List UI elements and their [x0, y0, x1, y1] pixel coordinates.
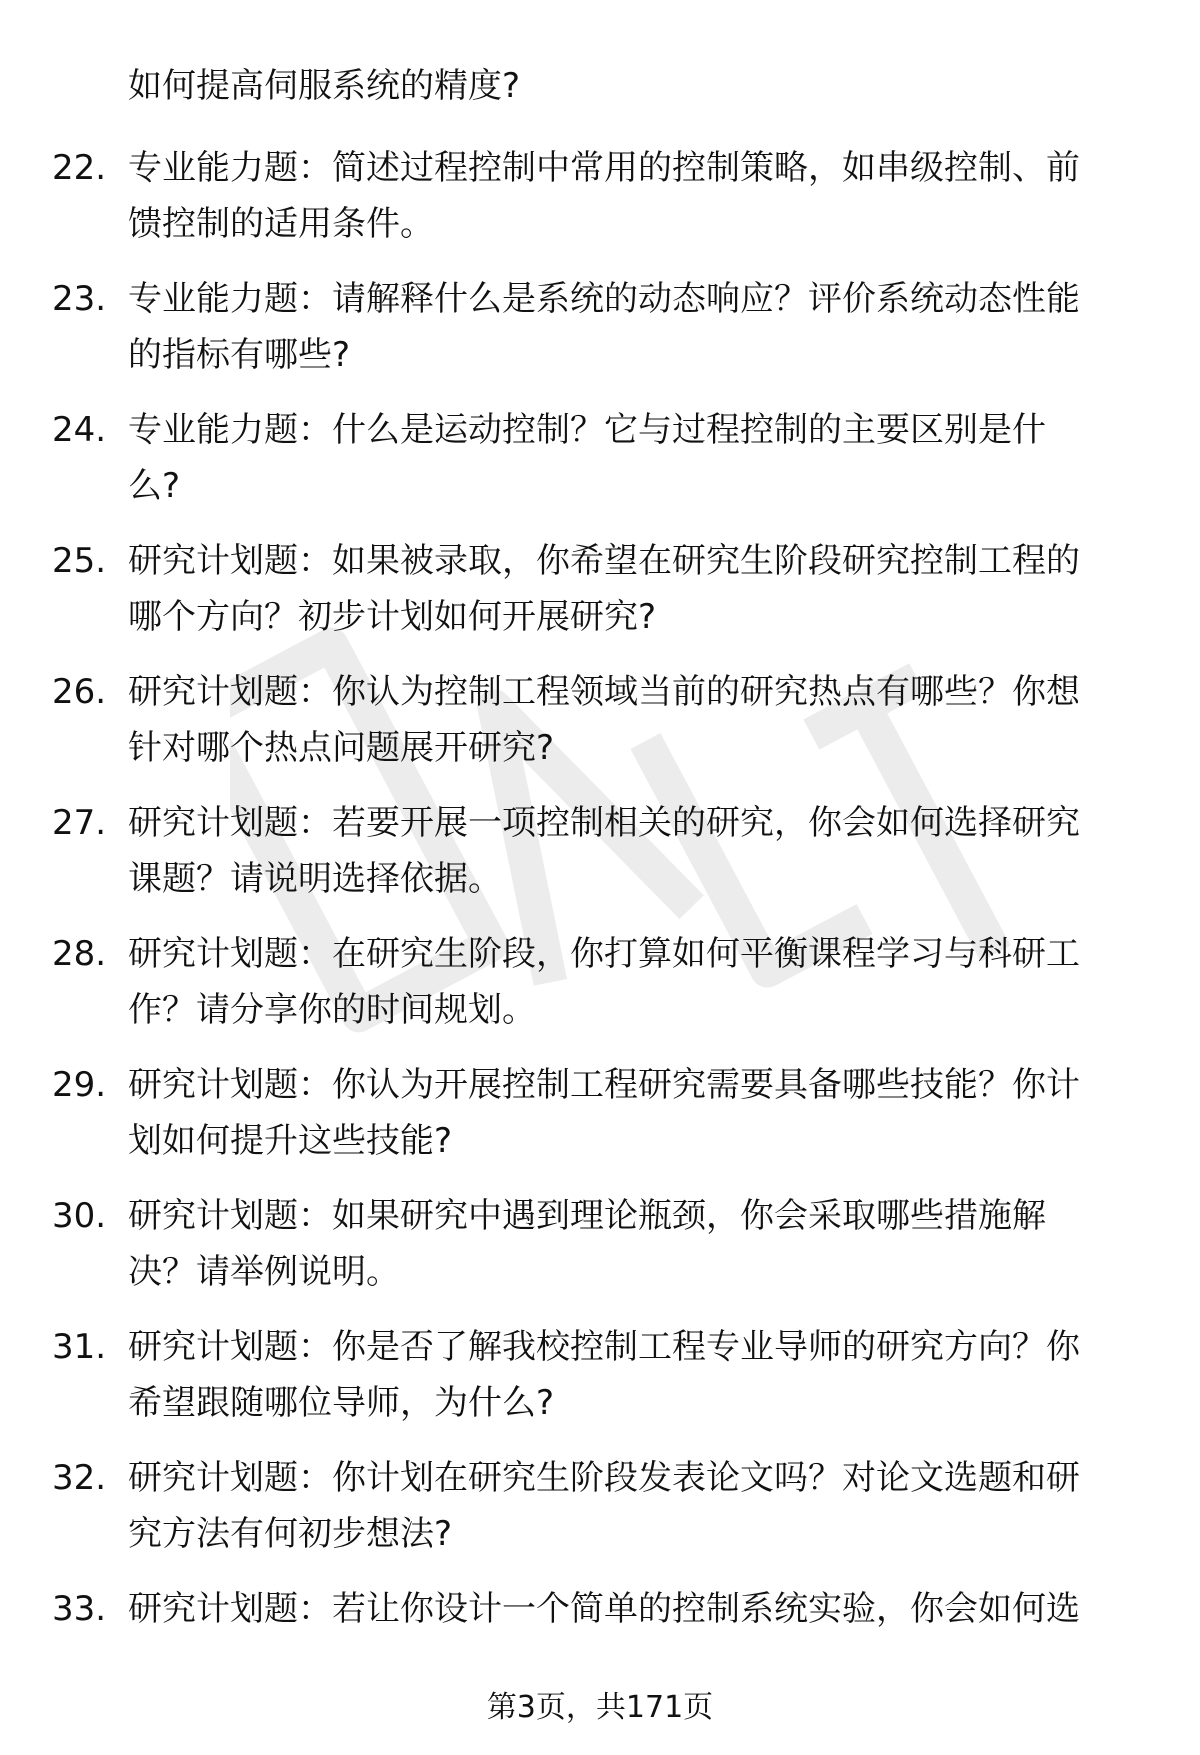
question-text-line: 研究计划题：你是否了解我校控制工程专业导师的研究方向？你 [128, 1327, 1080, 1367]
question-text [128, 1319, 1138, 1431]
question-item [0, 664, 1200, 795]
question-text-line: 研究计划题：若要开展一项控制相关的研究，你会如何选择研究 [128, 803, 1080, 843]
question-text-line: 针对哪个热点问题展开研究? [128, 728, 555, 768]
question-text [128, 1057, 1138, 1169]
question-number: 30. [52, 1196, 107, 1236]
question-number: 22. [52, 148, 107, 188]
question-item [0, 1057, 1200, 1188]
question-number: 31. [52, 1327, 107, 1367]
question-text-line: 专业能力题：什么是运动控制？它与过程控制的主要区别是什 [128, 410, 1046, 450]
question-item [0, 402, 1200, 533]
question-number: 26. [52, 672, 107, 712]
question-number: 28. [52, 934, 107, 974]
question-number: 24. [52, 410, 107, 450]
question-text [128, 1450, 1138, 1562]
question-text-line: 研究计划题：你认为控制工程领域当前的研究热点有哪些？你想 [128, 672, 1080, 712]
question-item [0, 271, 1200, 402]
question-list [0, 140, 1200, 1712]
question-number: 32. [52, 1458, 107, 1498]
question-text [128, 402, 1138, 514]
question-text [128, 795, 1138, 907]
question-text-line: 决？请举例说明。 [128, 1252, 400, 1292]
question-text-line: 划如何提升这些技能? [128, 1121, 453, 1161]
question-text-line: 专业能力题：请解释什么是系统的动态响应？评价系统动态性能 [128, 279, 1080, 319]
question-text-line: 作？请分享你的时间规划。 [128, 990, 536, 1030]
question-item [0, 1319, 1200, 1450]
question-text [128, 664, 1138, 776]
question-text-line: 专业能力题：简述过程控制中常用的控制策略，如串级控制、前 [128, 148, 1080, 188]
question-item [0, 1188, 1200, 1319]
question-text-line: 的指标有哪些? [128, 335, 351, 375]
question-number: 25. [52, 541, 107, 581]
question-text [128, 140, 1138, 252]
continuation-line: 如何提高伺服系统的精度? [128, 66, 521, 106]
page-footer: 第3页，共171页 [486, 1690, 714, 1725]
question-text [128, 533, 1138, 645]
question-item [0, 795, 1200, 926]
question-item [0, 533, 1200, 664]
question-text-line: 研究计划题：你计划在研究生阶段发表论文吗？对论文选题和研 [128, 1458, 1080, 1498]
question-text-line: 哪个方向？初步计划如何开展研究? [128, 597, 657, 637]
question-text-line: 研究计划题：如果被录取，你希望在研究生阶段研究控制工程的 [128, 541, 1080, 581]
question-number: 23. [52, 279, 107, 319]
question-text [128, 1188, 1138, 1300]
question-text [128, 271, 1138, 383]
question-text-line: 希望跟随哪位导师，为什么? [128, 1383, 555, 1423]
question-text-line: 课题？请说明选择依据。 [128, 859, 502, 899]
question-number: 29. [52, 1065, 107, 1105]
question-text-line: 研究计划题：你认为开展控制工程研究需要具备哪些技能？你计 [128, 1065, 1080, 1105]
question-text-line: 究方法有何初步想法? [128, 1514, 453, 1554]
question-text [128, 926, 1138, 1038]
question-text-line: 研究计划题：在研究生阶段，你打算如何平衡课程学习与科研工 [128, 934, 1080, 974]
question-item [0, 140, 1200, 271]
question-number: 33. [52, 1589, 107, 1629]
question-number: 27. [52, 803, 107, 843]
question-item [0, 926, 1200, 1057]
question-text-line: 馈控制的适用条件。 [128, 204, 434, 244]
question-text-line: 么? [128, 466, 181, 506]
question-text [128, 1581, 1138, 1637]
question-text-line: 研究计划题：若让你设计一个简单的控制系统实验，你会如何选 [128, 1589, 1080, 1629]
question-text-line: 研究计划题：如果研究中遇到理论瓶颈，你会采取哪些措施解 [128, 1196, 1046, 1236]
question-item [0, 1450, 1200, 1581]
